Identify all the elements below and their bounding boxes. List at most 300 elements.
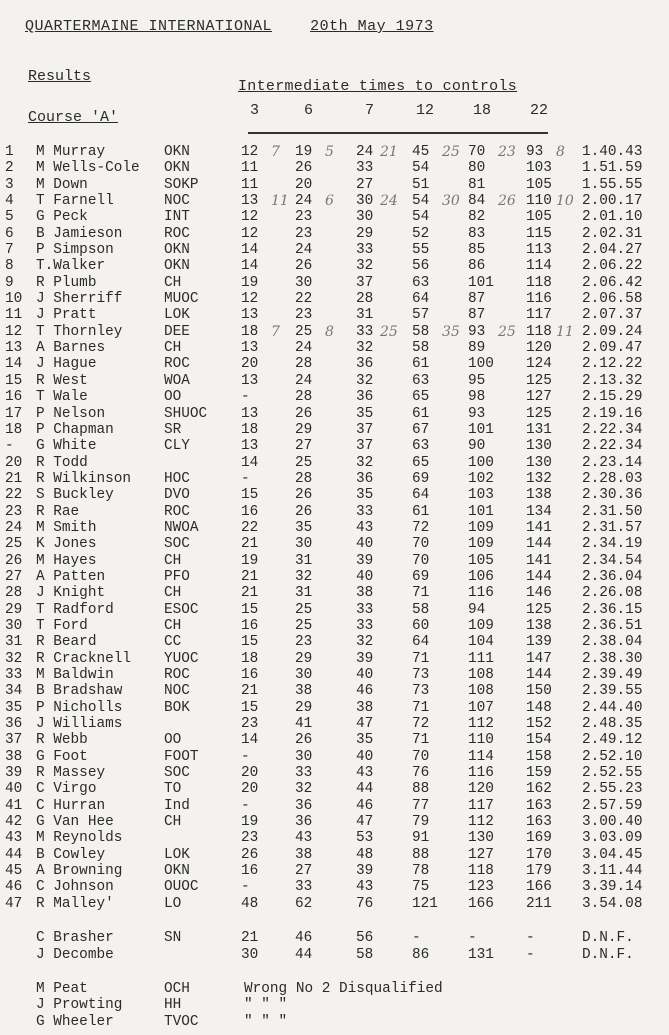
split-time: 33 (356, 601, 374, 618)
split-time: 106 (468, 568, 494, 585)
result-position: 8 (5, 258, 14, 275)
split-time: 89 (468, 340, 486, 357)
competitor-name: G Van Hee (36, 814, 114, 831)
club-code: ROC (164, 503, 190, 520)
split-time: 28 (356, 291, 374, 308)
split-time: 30 (295, 274, 313, 291)
split-time: 28 (295, 356, 313, 373)
split-time: 38 (295, 683, 313, 700)
table-row (0, 144, 669, 160)
table-row (0, 226, 669, 242)
handwritten-leg-time: 10 (556, 193, 574, 210)
split-time: 109 (468, 617, 494, 634)
table-row (0, 487, 669, 503)
split-time: 40 (356, 667, 374, 683)
split-time: 60 (412, 617, 430, 634)
split-time: 23 (295, 634, 313, 651)
split-time: 166 (468, 895, 494, 912)
split-time: 120 (468, 781, 494, 798)
split-time: 18 (241, 650, 259, 667)
competitor-name: C Virgo (36, 781, 97, 798)
result-position: 27 (5, 568, 23, 585)
split-time: 64 (412, 487, 430, 504)
split-time: 179 (526, 863, 552, 880)
split-time: 144 (526, 568, 552, 585)
split-time: 141 (526, 519, 552, 536)
control-header-22: 22 (530, 102, 549, 119)
split-time: 33 (295, 765, 313, 782)
club-code: MUOC (164, 291, 199, 308)
table-row (0, 160, 669, 176)
table-row (0, 700, 669, 716)
split-time: 20 (241, 781, 259, 798)
split-time: 132 (526, 470, 552, 487)
competitor-name: R Rae (36, 503, 80, 520)
split-time: 162 (526, 781, 552, 798)
total-time: 2.39.49 (582, 667, 643, 683)
split-time: 118 (526, 323, 552, 340)
competitor-name: T Ford (36, 617, 88, 634)
club-code: CLY (164, 438, 190, 455)
total-time: 3.00.40 (582, 814, 643, 831)
split-time: 32 (295, 568, 313, 585)
control-header-18: 18 (473, 102, 492, 119)
table-row (0, 765, 669, 781)
split-time: 82 (468, 209, 486, 226)
split-time: 109 (468, 536, 494, 553)
split-time: 86 (412, 946, 430, 963)
table-row (0, 455, 669, 471)
table-row (0, 471, 669, 487)
total-time: 2.52.55 (582, 765, 643, 782)
split-time: 32 (356, 372, 374, 389)
result-position: 22 (5, 487, 23, 504)
competitor-name: M Murray (36, 144, 106, 160)
handwritten-leg-time: 8 (325, 323, 334, 340)
split-time: 118 (468, 863, 494, 880)
split-time: 125 (526, 405, 552, 422)
split-time: 80 (468, 160, 486, 177)
split-time: 152 (526, 716, 552, 733)
split-time: 26 (295, 258, 313, 275)
split-time: 116 (526, 291, 552, 308)
total-time: 2.07.37 (582, 307, 643, 324)
split-time: 91 (412, 830, 430, 847)
control-header-6: 6 (304, 102, 314, 119)
split-time: 169 (526, 830, 552, 847)
split-time: 125 (526, 601, 552, 618)
split-time: 24 (295, 372, 313, 389)
split-time: 125 (526, 372, 552, 389)
result-position: 18 (5, 421, 23, 438)
competitor-name: B Jamieson (36, 225, 123, 242)
table-row (0, 340, 669, 356)
competitor-name: K Jones (36, 536, 97, 553)
split-time: 20 (241, 765, 259, 782)
split-time: 21 (241, 536, 259, 553)
split-time: - (241, 748, 250, 765)
club-code: OUOC (164, 879, 199, 896)
split-time: 61 (412, 405, 430, 422)
split-time: 23 (241, 830, 259, 847)
split-time: 61 (412, 356, 430, 373)
split-time: 64 (412, 291, 430, 308)
competitor-name: G Peck (36, 209, 88, 226)
competitor-name: J Sherriff (36, 291, 123, 308)
split-time: 47 (356, 814, 374, 831)
split-time: 39 (356, 863, 374, 880)
club-code: CC (164, 634, 182, 651)
table-row (0, 389, 669, 405)
split-time: 23 (295, 209, 313, 226)
total-time: D.N.F. (582, 946, 634, 963)
table-row (0, 997, 669, 1013)
split-time: 33 (356, 160, 374, 177)
split-time: 33 (356, 503, 374, 520)
split-time: 104 (468, 634, 494, 651)
split-time: 107 (468, 699, 494, 716)
split-time: 105 (526, 176, 552, 193)
table-row (0, 651, 669, 667)
split-time: 71 (412, 732, 430, 749)
split-time: 116 (468, 585, 494, 602)
total-time: 2.26.08 (582, 585, 643, 602)
control-header-12: 12 (416, 102, 435, 119)
split-time: 16 (241, 863, 259, 880)
handwritten-leg-time: 25 (380, 323, 398, 340)
split-time: 22 (241, 519, 259, 536)
total-time: 1.51.59 (582, 160, 643, 177)
total-time: 2.09.24 (582, 323, 643, 340)
result-position: 12 (5, 323, 23, 340)
competitor-name: P Nicholls (36, 699, 123, 716)
club-code: DVO (164, 487, 190, 504)
competitor-name: J Knight (36, 585, 106, 602)
split-time: 121 (412, 895, 438, 912)
split-time: 20 (295, 176, 313, 193)
split-time: 103 (526, 160, 552, 177)
split-time: 70 (468, 144, 486, 160)
split-time: 26 (295, 503, 313, 520)
total-time: 2.34.54 (582, 552, 643, 569)
split-time: 43 (356, 519, 374, 536)
header-rule (248, 132, 548, 134)
page-title (25, 18, 434, 35)
split-time: 35 (356, 487, 374, 504)
club-code: NOC (164, 683, 190, 700)
split-time: 146 (526, 585, 552, 602)
club-code: OKN (164, 144, 190, 160)
table-row (0, 634, 669, 650)
split-time: 141 (526, 552, 552, 569)
result-position: 23 (5, 503, 23, 520)
split-time: 13 (241, 307, 259, 324)
split-time: 83 (468, 225, 486, 242)
table-row (0, 683, 669, 699)
split-time: 36 (356, 389, 374, 406)
table-row (0, 896, 669, 912)
total-time: 2.22.34 (582, 421, 643, 438)
competitor-name: T.Walker (36, 258, 106, 275)
competitor-name: R Beard (36, 634, 97, 651)
total-time: 3.04.45 (582, 846, 643, 863)
result-position: 20 (5, 454, 23, 471)
split-time: 33 (356, 242, 374, 259)
split-time: 115 (526, 225, 552, 242)
course-heading: Course 'A' (28, 109, 119, 126)
split-time: 29 (356, 225, 374, 242)
total-time: 2.15.29 (582, 389, 643, 406)
result-position: 30 (5, 617, 23, 634)
table-row (0, 981, 669, 997)
intermediate-times-heading: Intermediate times to controls (238, 78, 518, 95)
split-time: 148 (526, 699, 552, 716)
split-time: 75 (412, 879, 430, 896)
split-time: 123 (468, 879, 494, 896)
split-time: 57 (412, 307, 430, 324)
competitor-name: C Brasher (36, 930, 114, 947)
result-position: 15 (5, 372, 23, 389)
split-time: 163 (526, 814, 552, 831)
split-time: 43 (356, 879, 374, 896)
competitor-name: T Radford (36, 601, 114, 618)
competitor-name: R Cracknell (36, 650, 131, 667)
competitor-name: B Cowley (36, 846, 106, 863)
split-time: 33 (356, 323, 374, 340)
split-time: 94 (468, 601, 486, 618)
split-time: 108 (468, 683, 494, 700)
total-time: 2.06.58 (582, 291, 643, 308)
split-time: 43 (356, 765, 374, 782)
split-time: 88 (412, 846, 430, 863)
table-row (0, 193, 669, 209)
split-time: 95 (468, 372, 486, 389)
competitor-name: M Smith (36, 519, 97, 536)
split-time: 73 (412, 667, 430, 683)
split-time: 102 (468, 470, 494, 487)
split-time: 58 (356, 946, 374, 963)
split-time: 23 (295, 307, 313, 324)
split-time: 131 (468, 946, 494, 963)
club-code: HOC (164, 470, 190, 487)
result-position: 17 (5, 405, 23, 422)
split-time: 21 (241, 930, 259, 947)
club-code: OO (164, 732, 182, 749)
table-row (0, 863, 669, 879)
split-time: 15 (241, 699, 259, 716)
table-row (0, 798, 669, 814)
split-time: - (241, 879, 250, 896)
split-time: 19 (241, 552, 259, 569)
handwritten-leg-time: 11 (556, 323, 574, 340)
result-position: 37 (5, 732, 23, 749)
competitor-name: R Webb (36, 732, 88, 749)
split-time: 14 (241, 732, 259, 749)
split-time: 25 (295, 601, 313, 618)
table-row (0, 930, 669, 946)
event-date: 20th May 1973 (310, 18, 434, 35)
split-time: 87 (468, 291, 486, 308)
split-time: 44 (295, 946, 313, 963)
split-time: 127 (526, 389, 552, 406)
split-time: 28 (295, 470, 313, 487)
table-row (0, 536, 669, 552)
split-time: 23 (241, 716, 259, 733)
table-row (0, 406, 669, 422)
split-time: 24 (295, 193, 313, 210)
split-time: 71 (412, 699, 430, 716)
club-code: SOC (164, 765, 190, 782)
split-time: 12 (241, 144, 259, 160)
split-time: 31 (356, 307, 374, 324)
split-time: 21 (241, 568, 259, 585)
club-code: BOK (164, 699, 190, 716)
total-time: 2.22.34 (582, 438, 643, 455)
split-time: 33 (356, 617, 374, 634)
split-time: 19 (241, 814, 259, 831)
result-position: 11 (5, 307, 23, 324)
total-time: 2.36.15 (582, 601, 643, 618)
handwritten-leg-time: 24 (380, 193, 398, 210)
table-row (0, 585, 669, 601)
split-time: 32 (356, 340, 374, 357)
split-time: 100 (468, 356, 494, 373)
split-time: 37 (356, 438, 374, 455)
split-time: 38 (295, 846, 313, 863)
handwritten-leg-time: 8 (556, 144, 565, 160)
total-time: 1.40.43 (582, 144, 643, 160)
disqualification-remark: " " " (244, 1013, 288, 1030)
split-time: 12 (241, 225, 259, 242)
disqualification-remark: Wrong No 2 Disqualified (244, 980, 443, 997)
split-time: 13 (241, 372, 259, 389)
split-time: 112 (468, 814, 494, 831)
split-time: 36 (295, 797, 313, 814)
split-time: 93 (526, 144, 544, 160)
split-time: 159 (526, 765, 552, 782)
competitor-name: P Chapman (36, 421, 114, 438)
club-code: ROC (164, 225, 190, 242)
club-code: HH (164, 997, 182, 1014)
split-time: 46 (356, 797, 374, 814)
split-time: 11 (241, 160, 259, 177)
club-code: CH (164, 585, 182, 602)
split-time: 120 (526, 340, 552, 357)
total-time: D.N.F. (582, 930, 634, 947)
competitor-name: M Peat (36, 980, 88, 997)
split-time: 45 (412, 144, 430, 160)
result-position: 16 (5, 389, 23, 406)
total-time: 2.19.16 (582, 405, 643, 422)
split-time: 130 (526, 438, 552, 455)
split-time: 32 (356, 454, 374, 471)
handwritten-leg-time: 7 (271, 323, 280, 340)
split-time: 12 (241, 291, 259, 308)
split-time: 26 (241, 846, 259, 863)
club-code: SN (164, 930, 182, 947)
club-code: Ind (164, 797, 190, 814)
split-time: 40 (356, 748, 374, 765)
split-time: 13 (241, 340, 259, 357)
control-header-3: 3 (250, 102, 260, 119)
split-time: 19 (295, 144, 313, 160)
split-time: 24 (295, 242, 313, 259)
club-code: INT (164, 209, 190, 226)
split-time: 16 (241, 503, 259, 520)
total-time: 3.11.44 (582, 863, 643, 880)
table-row (0, 177, 669, 193)
split-time: 117 (468, 797, 494, 814)
total-time: 2.30.36 (582, 487, 643, 504)
split-time: 32 (356, 258, 374, 275)
result-position: 14 (5, 356, 23, 373)
split-time: 105 (468, 552, 494, 569)
table-row (0, 781, 669, 797)
result-position: 32 (5, 650, 23, 667)
split-time: 101 (468, 274, 494, 291)
split-time: 65 (412, 389, 430, 406)
split-time: 154 (526, 732, 552, 749)
result-position: 39 (5, 765, 23, 782)
split-time: 109 (468, 519, 494, 536)
table-row (0, 504, 669, 520)
split-time: 71 (412, 650, 430, 667)
split-time: 100 (468, 454, 494, 471)
total-time: 2.36.51 (582, 617, 643, 634)
split-time: 54 (412, 160, 430, 177)
result-position: - (5, 438, 14, 455)
split-time: 35 (356, 732, 374, 749)
split-time: 11 (241, 176, 259, 193)
split-time: 30 (295, 667, 313, 683)
total-time: 2.02.31 (582, 225, 643, 242)
handwritten-leg-time: 23 (498, 144, 516, 160)
split-time: 24 (356, 144, 374, 160)
table-row (0, 258, 669, 274)
table-row (0, 716, 669, 732)
split-time: 29 (295, 421, 313, 438)
result-position: 5 (5, 209, 14, 226)
split-time: 113 (526, 242, 552, 259)
split-time: 58 (412, 323, 430, 340)
event-name: QUARTERMAINE INTERNATIONAL (25, 18, 273, 35)
split-time: 71 (412, 585, 430, 602)
split-time: 72 (412, 519, 430, 536)
competitor-name: C Johnson (36, 879, 114, 896)
club-code: WOA (164, 372, 190, 389)
split-time: - (526, 930, 535, 947)
split-time: 127 (468, 846, 494, 863)
split-time: - (241, 389, 250, 406)
competitor-name: A Barnes (36, 340, 106, 357)
result-position: 42 (5, 814, 23, 831)
table-row (0, 749, 669, 765)
club-code: OCH (164, 980, 190, 997)
split-time: 38 (356, 699, 374, 716)
split-time: 87 (468, 307, 486, 324)
split-time: 30 (295, 536, 313, 553)
split-time: 86 (468, 258, 486, 275)
competitor-name: M Hayes (36, 552, 97, 569)
split-time: 90 (468, 438, 486, 455)
competitor-name: T Wale (36, 389, 88, 406)
result-position: 21 (5, 470, 23, 487)
split-time: 43 (295, 830, 313, 847)
split-time: 61 (412, 503, 430, 520)
split-time: 105 (526, 209, 552, 226)
club-code: SOC (164, 536, 190, 553)
split-time: 14 (241, 454, 259, 471)
